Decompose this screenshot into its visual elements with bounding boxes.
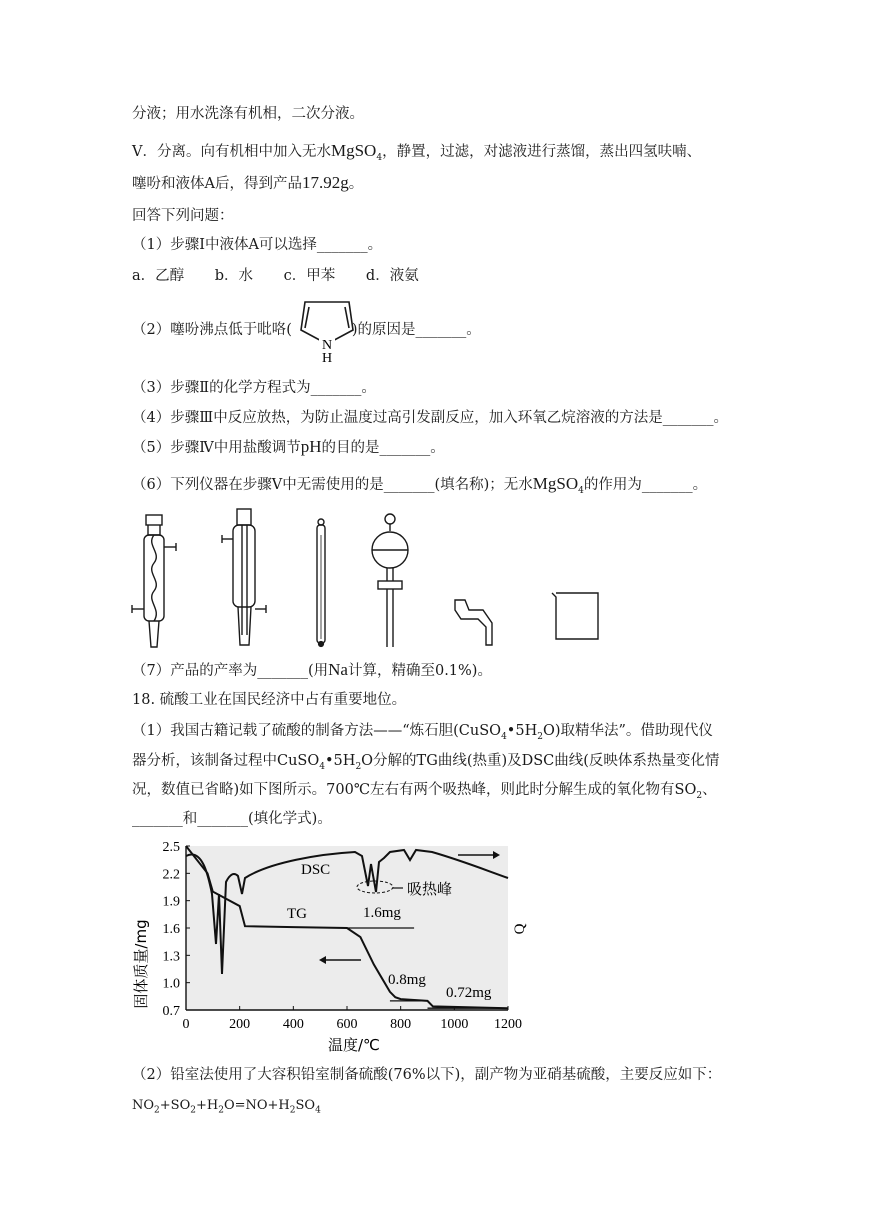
text-line: 噻吩和液体A后，得到产品17.92g。 <box>132 173 364 192</box>
x-tick-label: 1200 <box>494 1017 522 1032</box>
option-d: d．液氨 <box>365 268 419 284</box>
x-axis-label: 温度/℃ <box>328 1036 380 1054</box>
x-tick-label: 800 <box>390 1017 412 1032</box>
serpentine-condenser-icon <box>132 515 176 647</box>
question-18-title: 18. 硫酸工业在国民经济中占有重要地位。 <box>132 692 407 708</box>
question-1-options <box>132 266 445 286</box>
endotherm-label: 吸热峰 <box>407 880 453 898</box>
x-tick-label: 0 <box>182 1017 190 1032</box>
option-c: c．甲苯 <box>283 268 336 284</box>
question-3: （3）步骤Ⅱ的化学方程式为_______。 <box>132 380 376 396</box>
y-tick-label: 2.2 <box>162 867 180 883</box>
plateau-label-3: 0.72mg <box>446 985 492 1001</box>
y-tick-label: 1.3 <box>162 949 180 965</box>
option-a: a．乙醇 <box>132 268 185 284</box>
question-6: （6）下列仪器在步骤Ⅴ中无需使用的是_______(填名称)；无水MgSO$_4$的作用为_______。 <box>132 474 708 496</box>
x-tick-label: 600 <box>336 1017 358 1032</box>
pyrrole-h: H <box>321 351 333 362</box>
pyrrole-n: N <box>321 338 333 353</box>
text-line: （2）铅室法使用了大容积铅室制备硫酸(76%以下)，副产物为亚硝基硫酸，主要反应如下： <box>132 1067 722 1083</box>
adapter-icon <box>455 600 492 645</box>
equation-line: $NO_2+SO_2+H_2O=NO+H_2SO_4$ <box>132 1098 321 1116</box>
y-tick-label: 1.0 <box>162 976 180 992</box>
y-tick-label: 1.6 <box>162 922 180 937</box>
text-line: （1）我国古籍记载了硫酸的制备方法——“炼石胆$(CuSO_4•5H_2O)$取精华法”。借助现代仪 <box>132 723 713 742</box>
question-2: （2）噻吩沸点低于吡咯( )的原因是_______。 <box>132 322 481 338</box>
text-line: 回答下列问题： <box>132 208 234 224</box>
question-7: （7）产品的产率为_______(用Na计算，精确至0.1%)。 <box>132 660 492 679</box>
x-tick-label: 400 <box>282 1017 304 1032</box>
separatory-funnel-icon <box>372 514 408 647</box>
straight-condenser-icon <box>222 509 266 645</box>
apparatus-row <box>120 505 620 655</box>
y-axis-label: 固体质量/mg <box>132 919 150 1009</box>
text-line: V．分离。向有机相中加入无水MgSO$_4$，静置，过滤，对滤液进行蒸馏，蒸出四氢呋喃、 <box>132 141 702 163</box>
tg-dsc-chart <box>120 834 540 1059</box>
text-line: _______和_______(填化学式)。 <box>132 811 332 827</box>
question-5: （5）步骤Ⅳ中用盐酸调节pH的目的是_______。 <box>132 437 445 456</box>
tg-label: TG <box>287 906 307 922</box>
pyrrole-structure <box>295 290 361 362</box>
thermometer-icon <box>317 519 325 646</box>
x-tick-label: 1000 <box>440 1017 469 1032</box>
text-line: 器分析，该制备过程中$CuSO_4•5H_2O$分解的TG曲线(热重)及DSC曲线(反映体系热量变化情 <box>132 753 720 772</box>
dsc-label: DSC <box>301 862 331 878</box>
y2-axis-label: Q <box>512 923 528 935</box>
text-line: 分液；用水洗涤有机相，二次分液。 <box>132 106 364 122</box>
question-1: （1）步骤Ⅰ中液体A可以选择_______。 <box>132 237 383 253</box>
y-tick-label: 0.7 <box>162 1004 180 1019</box>
y-tick-label: 2.5 <box>162 840 180 855</box>
question-4: （4）步骤Ⅲ中反应放热，为防止温度过高引发副反应，加入环氧乙烷溶液的方法是_______。 <box>132 410 728 426</box>
beaker-icon <box>552 593 598 639</box>
x-tick-label: 200 <box>229 1017 251 1032</box>
plateau-label-2: 0.8mg <box>388 972 426 988</box>
y-tick-label: 1.9 <box>162 894 180 910</box>
text-line: 况，数值已省略)如下图所示。700℃左右有两个吸热峰，则此时分解生成的氧化物有$SO_2$、 <box>132 782 717 801</box>
option-b: b．水 <box>214 268 254 284</box>
plateau-label-1: 1.6mg <box>363 905 401 921</box>
